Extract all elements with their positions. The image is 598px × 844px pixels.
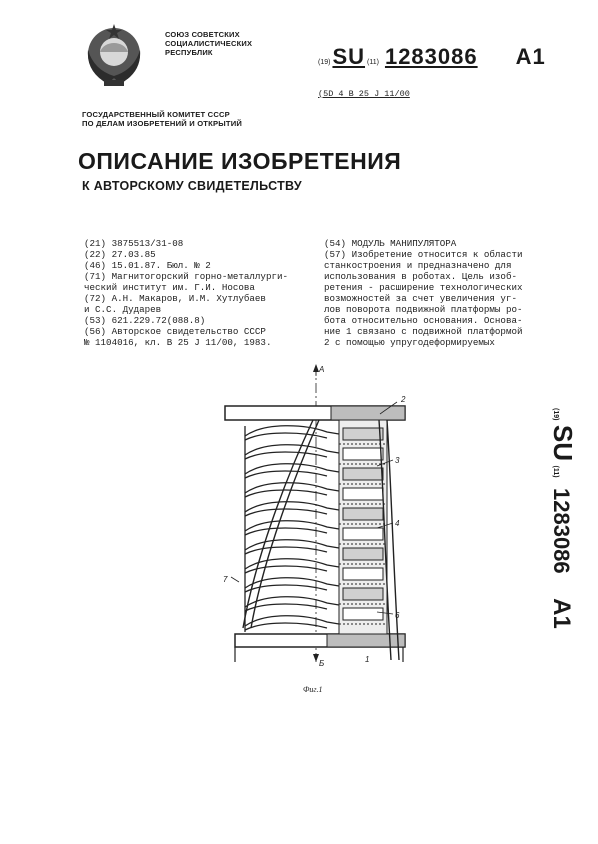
emblem-icon (78, 20, 150, 92)
abstract-line: 2 с помощью упругодеформируемых (324, 337, 495, 348)
label-2: 2 (401, 395, 406, 404)
stack-element (343, 488, 383, 500)
spring-coil (245, 502, 339, 512)
sidebar-kind: A1 (548, 598, 575, 629)
ussr-emblem (78, 20, 150, 92)
spring-coil-inner (245, 604, 327, 611)
abstract-line: ние 1 связано с подвижной платформой (324, 326, 523, 337)
spring-coil-inner (245, 433, 327, 440)
technical-drawing (215, 360, 415, 680)
sidebar-number: 1283086 (549, 488, 574, 574)
kind-code: A1 (515, 44, 546, 69)
biblio-line: (53) 621.229.72(088.8) (84, 315, 206, 326)
biblio-line: (21) 3875513/31-08 (84, 238, 184, 249)
spring-coil-inner (245, 528, 327, 535)
committee-line: ПО ДЕЛАМ ИЗОБРЕТЕНИЙ И ОТКРЫТИЙ (82, 119, 243, 128)
label-3: 3 (395, 456, 400, 465)
committee (82, 110, 242, 128)
abstract-line: (57) Изобретение относится к области (324, 249, 523, 260)
sidebar-code-19: (19) (552, 408, 559, 421)
document-subtitle: К АВТОРСКОМУ СВИДЕТЕЛЬСТВУ (82, 179, 302, 193)
abstract-line: (54) МОДУЛЬ МАНИПУЛЯТОРА (324, 238, 457, 249)
abstract-line: использования в роботах. Цель изоб- (324, 271, 517, 282)
spring-coil (245, 445, 339, 455)
label-6: 6 (395, 611, 400, 620)
patent-number: 1283086 (384, 44, 478, 69)
spring-coil (245, 616, 339, 626)
abstract-line: лов поворота подвижной платформы ро- (324, 304, 523, 315)
label-4: 4 (395, 519, 400, 528)
stack-element (343, 588, 383, 600)
label-a: А (319, 365, 325, 374)
code-19: (19) (318, 59, 331, 66)
document-title: ОПИСАНИЕ ИЗОБРЕТЕНИЯ (78, 148, 402, 174)
stack-element (343, 548, 383, 560)
biblio-line: (46) 15.01.87. Бюл. № 2 (84, 260, 211, 271)
abstract-line: возможностей за счет увеличения уг- (324, 293, 517, 304)
stack-element (343, 528, 383, 540)
biblio-line: (22) 27.03.85 (84, 249, 156, 260)
code-11: (11) (367, 59, 379, 66)
spring-coil-inner (245, 471, 327, 478)
spring-coil-inner (245, 585, 327, 592)
country-code: SU (332, 44, 366, 69)
label-1: 1 (365, 655, 370, 664)
biblio-line: (56) Авторское свидетельство СССР (84, 326, 266, 337)
abstract-line: бота относительно основания. Основа- (324, 315, 523, 326)
label-b: Б (319, 659, 325, 668)
sidebar-country: SU (548, 424, 578, 462)
org-line: РЕСПУБЛИК (165, 48, 213, 57)
stack-element (343, 568, 383, 580)
org-line: СОЦИАЛИСТИЧЕСКИХ (165, 39, 253, 48)
spring-coil (245, 521, 339, 531)
spring-coil-inner (245, 547, 327, 554)
org-name (165, 30, 252, 57)
sidebar-code-11: (11) (552, 465, 559, 478)
biblio-line: № 1104016, кл. B 25 J 11/00, 1983. (84, 337, 272, 348)
spring-coil-inner (245, 509, 327, 516)
spring-coil (245, 540, 339, 550)
stack-element (343, 508, 383, 520)
abstract (324, 238, 522, 348)
org-line: СОЮЗ СОВЕТСКИХ (165, 30, 240, 39)
stack-element (343, 428, 383, 440)
figure-caption: Фиг.1 (303, 685, 323, 694)
label-7: 7 (223, 575, 228, 584)
bibliographic-data (84, 238, 288, 348)
spring-coil-inner (245, 623, 327, 630)
abstract-line: ретения - расширение технологических (324, 282, 523, 293)
stack-element (343, 608, 383, 620)
spring-coil (245, 426, 339, 436)
spring-coil (245, 597, 339, 607)
spring-coil-inner (245, 490, 327, 497)
stack-element (343, 468, 383, 480)
committee-line: ГОСУДАРСТВЕННЫЙ КОМИТЕТ СССР (82, 110, 230, 119)
spring-coil-inner (245, 452, 327, 459)
abstract-line: станкостроения и предназначено для (324, 260, 512, 271)
stack-element (343, 448, 383, 460)
biblio-line: и С.С. Дударев (84, 304, 162, 315)
spring-coil (245, 578, 339, 588)
publication-header (318, 44, 546, 70)
ipc-class: (5D 4 B 25 J 11/00 (318, 89, 410, 99)
sidebar-publication-number (547, 408, 578, 629)
biblio-line: (71) Магнитогорский горно-металлурги- (84, 271, 288, 282)
biblio-line: (72) А.Н. Макаров, И.М. Хутлубаев (84, 293, 266, 304)
biblio-line: ческий институт им. Г.И. Носова (84, 282, 255, 293)
